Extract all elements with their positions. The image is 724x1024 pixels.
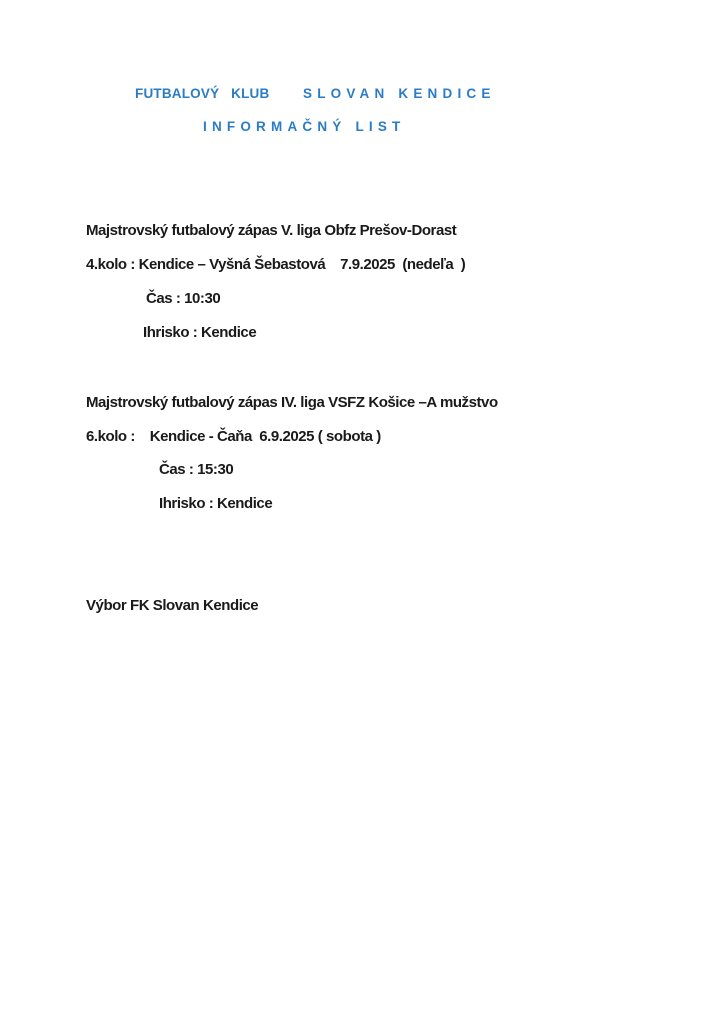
match-venue: Ihrisko : Kendice [143, 324, 257, 341]
match-time: Čas : 15:30 [159, 461, 234, 478]
signature: Výbor FK Slovan Kendice [86, 597, 259, 614]
club-prefix: FUTBALOVÝ KLUB [135, 86, 270, 101]
document-subtitle: INFORMAČNÝ LIST [203, 119, 406, 134]
match-round: 4.kolo : Kendice – Vyšná Šebastová 7.9.2025 (nedeľa ) [86, 256, 466, 273]
club-name: SLOVAN KENDICE [303, 86, 496, 101]
match-round: 6.kolo : Kendice - Čaňa 6.9.2025 ( sobota ) [86, 428, 381, 445]
match-competition: Majstrovský futbalový zápas IV. liga VSFZ Košice –A mužstvo [86, 394, 498, 411]
match-venue: Ihrisko : Kendice [159, 495, 273, 512]
match-competition: Majstrovský futbalový zápas V. liga Obfz Prešov-Dorast [86, 222, 457, 239]
match-time: Čas : 10:30 [146, 290, 221, 307]
